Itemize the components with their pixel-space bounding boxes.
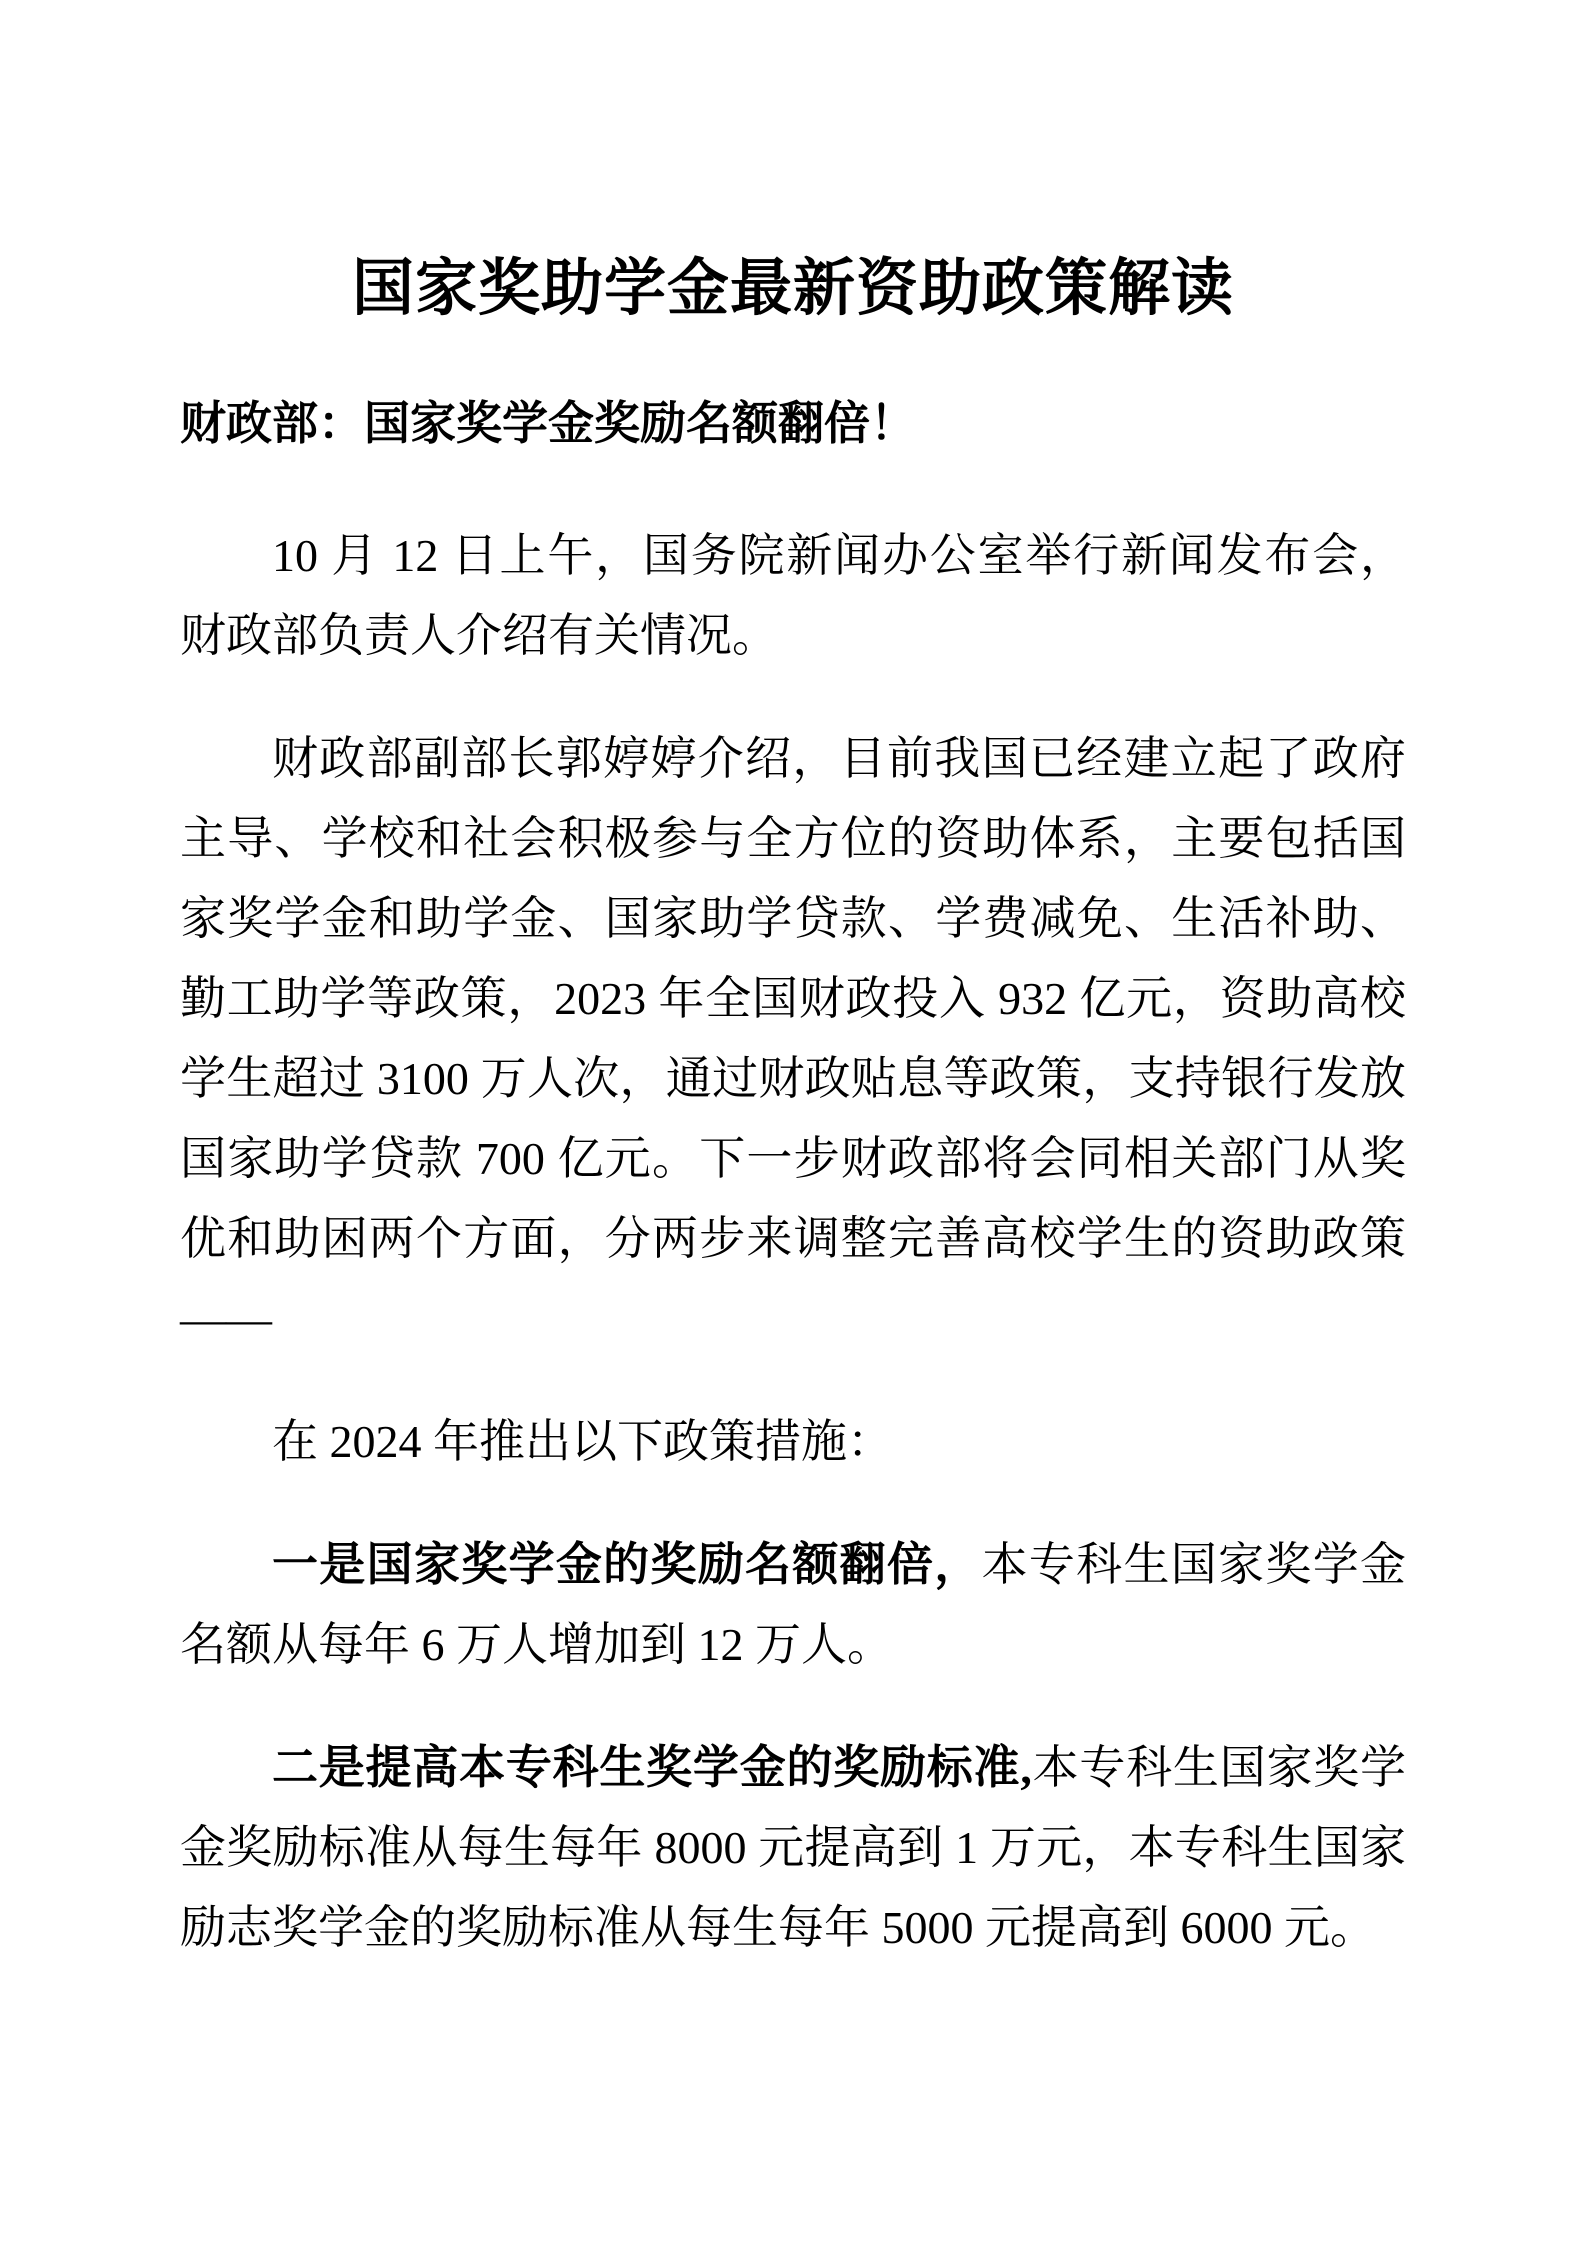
paragraph-measure-two-lead: 二是提高本专科生奖学金的奖励标准, bbox=[272, 1742, 1032, 1793]
paragraph-measure-two-body: 本专科生国家奖学金奖励标准从每生每年 8000 元提高到 1 万元，本专科生国家励志奖学金的奖励标准从每生每年 5000 元提高到 6000 元。 bbox=[180, 1742, 1407, 1953]
paragraph-press-conference: 10 月 12 日上午，国务院新闻办公室举行新闻发布会，财政部负责人介绍有关情况。 bbox=[180, 530, 1406, 661]
paragraph-vice-minister-intro: 财政部副部长郭婷婷介绍，目前我国已经建立起了政府主导、学校和社会积极参与全方位的资助体系，主要包括国家奖学金和助学金、国家助学贷款、学费减免、生活补助、勤工助学等政策，2023 年全国财政投入 932 亿元，资助高校学生超过 3100 万人次，通过财政贴息等政策，支持银行发放国家助学贷款 700 亿元。下一步财政部将会同相关部门从奖优和助困两个方面，分两步来调整完善高校学生的资助政策—— bbox=[180, 733, 1406, 1344]
document-title: 国家奖助学金最新资助政策解读 bbox=[351, 255, 1234, 323]
paragraph-measure-one-body: 本专科生国家奖学金名额从每年 6 万人增加到 12 万人。 bbox=[180, 1539, 1407, 1670]
paragraph-measure-one-lead: 一是国家奖学金的奖励名额翻倍， bbox=[272, 1539, 982, 1590]
paragraph-2024-measures-intro: 在 2024 年推出以下政策措施： bbox=[272, 1416, 893, 1467]
paragraph-measure-two bbox=[180, 1728, 1406, 1968]
paragraph-measure-one bbox=[180, 1525, 1406, 1685]
section-heading: 财政部：国家奖学金奖励名额翻倍！ bbox=[180, 397, 916, 449]
